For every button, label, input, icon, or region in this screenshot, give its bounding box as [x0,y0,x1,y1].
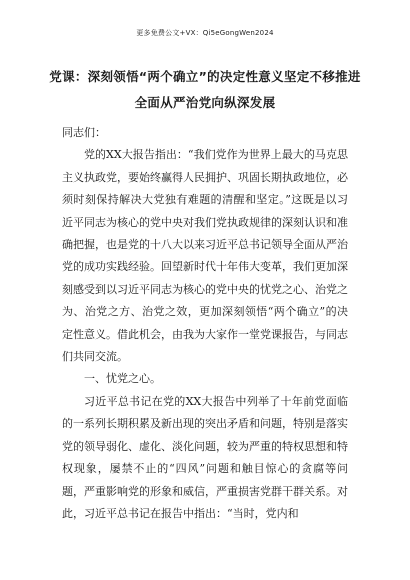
header-watermark: 更多免费公文+VX：Qi5eGongWen2024 [136,29,274,37]
section-heading-1: 一、忧党之心。 [84,372,161,386]
document-body [62,118,348,525]
paragraph-2: 习近平总书记在党的XX大报告中列举了十年前党面临的一系列长期积累及新出现的突出矛盾和问题，特别是落实党的领导弱化、虚化、淡化问题，较为严重的特权思想和特权现象，屡禁不止的“四风”问题和触目惊心的贪腐等问题，严重影响党的形象和威信，严重损害党群干群关系。对此，习近平总书记在报告中指出：“当时，党内和 [62,394,348,520]
document-title-line-2: 全面从严治党向纵深发展 [134,95,276,110]
salutation: 同志们： [62,126,106,139]
document-title-line-1: 党课：深刻领悟“两个确立”的决定性意义坚定不移推进 [49,69,361,84]
paragraph-1: 党的XX大报告指出：“我们党作为世界上最大的马克思主义执政党，要始终赢得人民拥护、巩固长期执政地位，必须时刻保持解决大党独有难题的清醒和坚定。”这既是以习近平同志为核心的党中央对我们党执政规律的深刻认识和准确把握，也是党的十八大以来习近平总书记领导全面从严治党的成功实践经验。回望新时代十年伟大变革，我们更加深刻感受到以习近平同志为核心的党中央的忧党之心、治党之为、治党之方、治党之效，更加深刻领悟“两个确立”的决定性意义。借此机会，由我为大家作一堂党课报告，与同志们共同交流。 [62,148,348,364]
